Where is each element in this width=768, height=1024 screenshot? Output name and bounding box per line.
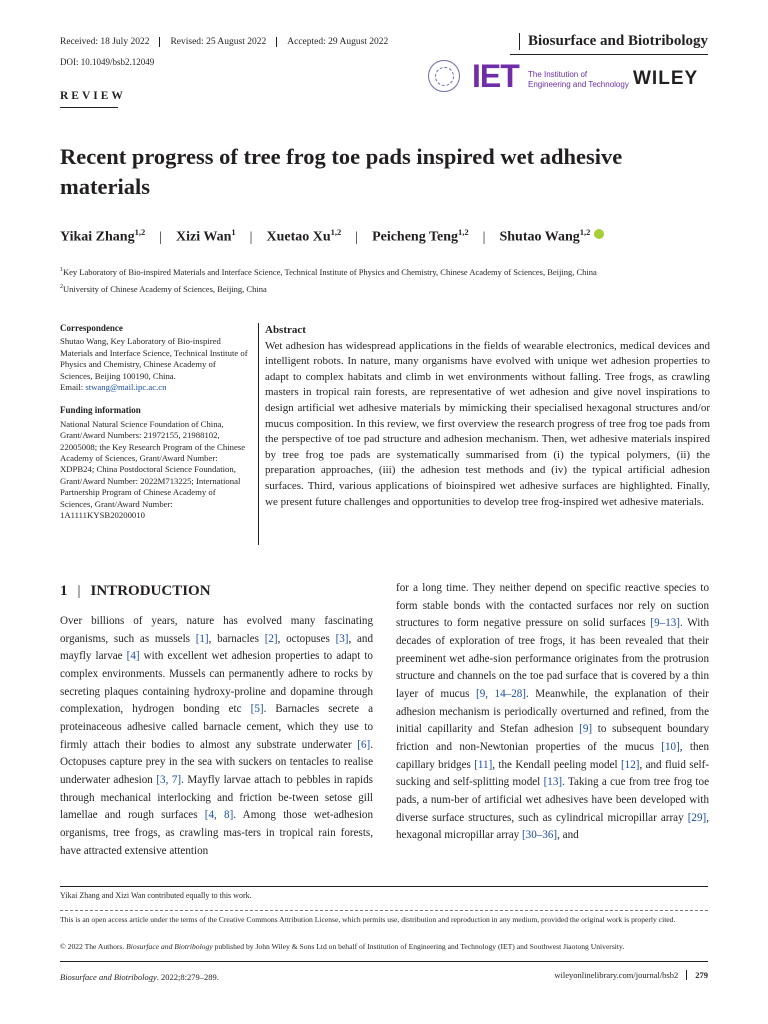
citation-link[interactable]: [9] — [579, 723, 593, 736]
footer-citation — [60, 972, 219, 982]
funding-heading: Funding information — [60, 405, 141, 416]
citation-link[interactable]: [4, 8] — [204, 809, 234, 822]
publisher-logos — [428, 60, 713, 96]
citation-link[interactable]: [10] — [661, 740, 680, 753]
body-column-right — [396, 580, 709, 845]
author-affiliation-sup: 1,2 — [330, 227, 342, 237]
correspondence-text — [60, 336, 250, 393]
copyright-note — [60, 942, 710, 951]
citation-link[interactable]: [13] — [543, 776, 563, 789]
affiliation-line — [60, 263, 597, 280]
affiliation-sup: 1 — [60, 267, 63, 273]
body-text: , and mayfly larvae — [60, 632, 373, 663]
article-dates — [60, 37, 398, 47]
body-text: Over billions of years, nature has evolved many fascinating organisms, such as mussels — [60, 615, 373, 645]
body-text: , then capillary bridges — [396, 740, 709, 771]
page-number: 279 — [686, 970, 708, 980]
body-text: , and fluid self-sucking and self-splitting model — [396, 758, 709, 789]
sidebar-divider — [258, 323, 259, 545]
body-text: . Barnacles secrete a proteinaceous adhesive called barnacle cement, which they use to firmly attach their bodies to almost any substrate underwater — [60, 703, 373, 751]
iet-text-line1: The Institution of — [528, 70, 588, 79]
abstract — [265, 323, 710, 510]
author-name[interactable]: Peicheng Teng — [372, 229, 459, 245]
author-name[interactable]: Xuetao Xu — [266, 229, 331, 245]
body-text: , the Kendall peeling model — [492, 758, 621, 771]
wiley-logo: WILEY — [633, 68, 699, 89]
funding-text: National Natural Science Foundation of China, Grant/Award Numbers: 21972155, 21988102, 22005008; the Key Research Program of the Chinese Academy of Sciences, Grant/Award Number: XDPB24; China Postdoctoral Science Foundation, Grant/Award Number: 2022M713225; International Partnership Program of Chinese Academy of Sciences, Grant/Award Number: 1A1111KYSB20200010 — [60, 418, 246, 521]
affiliation-text: Key Laboratory of Bio-inspired Materials and Interface Science, Technical Institute of Physics and Chemistry, Chinese Academy of Sciences, Beijing, China — [63, 266, 597, 277]
author-affiliation-sup: 1 — [231, 227, 236, 237]
body-text: . Among those wet-adhesion organisms, tree frogs, as crawling mas-ters in tropical rain forests, have attracted extensive attention — [60, 809, 374, 857]
iet-logo: IET — [472, 58, 519, 94]
body-text: with excellent wet adhesion properties to adapt to complex environments. Mussels can permanently adhere to rocks by secreting plaques containing hydroxy-proline and dopamine through complexation, hydrogen bonding etc — [60, 650, 373, 716]
citation-link[interactable]: [2] — [264, 632, 278, 645]
email-link[interactable]: stwang@mail.ipc.ac.cn — [85, 382, 167, 393]
body-text: . Octopuses capture prey in the sea with suckers on tentacles to realise underwater adhesion — [60, 738, 373, 786]
accepted-date: Accepted: 29 August 2022 — [276, 37, 398, 47]
affiliation-line — [60, 280, 597, 297]
section-heading — [60, 583, 211, 600]
body-paragraph-left — [60, 613, 373, 860]
footnote-dashed-rule — [60, 910, 708, 911]
body-text: , hexagonal micropillar array — [396, 811, 709, 842]
footer-url[interactable]: wileyonlinelibrary.com/journal/bsb2 — [554, 970, 679, 980]
body-paragraph-right — [396, 580, 709, 845]
copyright-prefix: © 2022 The Authors. — [60, 942, 127, 951]
citation-link[interactable]: [5] — [250, 703, 264, 716]
journal-name: Biosurface and Biotribology — [519, 33, 708, 50]
citation-link[interactable]: [30–36] — [521, 829, 558, 842]
footer-journal: Biosurface and Biotribology — [60, 972, 157, 982]
copyright-suffix: published by John Wiley & Sons Ltd on behalf of Institution of Engineering and Technology (IET) and Southwest Jiaotong University. — [212, 942, 625, 951]
author-separator: | — [482, 229, 486, 245]
body-text: to subsequent boundary friction and non-Newtonian properties of the mucus — [396, 723, 709, 753]
author-separator: | — [159, 229, 163, 245]
body-text: . Taking a cue from tree frog toe pads, a num-ber of artificial wet adhesives have been developed with diverse surface structures, such as cylindrical micropillar array — [396, 776, 709, 824]
citation-link[interactable]: [9–13] — [650, 617, 680, 630]
footnote-rule — [60, 886, 708, 887]
citation-link[interactable]: [11] — [474, 758, 493, 771]
footer-rule — [60, 961, 708, 962]
received-date: Received: 18 July 2022 — [60, 37, 150, 47]
citation-link[interactable]: [29] — [687, 811, 707, 824]
author-list — [60, 227, 604, 246]
author-name[interactable]: Xizi Wan — [176, 229, 232, 245]
body-text: . With decades of exploration of tree frogs, it has been revealed that their preeminent wet adhe-sion performance originates from the protrusion structure and channels on the toe pad surface that is covered by a thin layer of mucus — [396, 617, 709, 700]
affiliation-text: University of Chinese Academy of Sciences, Beijing, China — [63, 283, 267, 294]
author-name[interactable]: Yikai Zhang — [60, 229, 135, 245]
citation-link[interactable]: [9, 14–28] — [476, 687, 526, 700]
email-label: Email: — [60, 382, 84, 393]
section-separator: | — [77, 583, 81, 599]
article-title: Recent progress of tree frog toe pads inspired wet adhesive materials — [60, 144, 623, 199]
correspondence-heading: Correspondence — [60, 323, 123, 333]
citation-link[interactable]: [3] — [335, 632, 349, 645]
section-number: 1 — [60, 583, 68, 599]
license-note: This is an open access article under the terms of the Creative Commons Attribution License, which permits use, distribution and reproduction in any medium, provided the original work is properly cited. — [60, 915, 676, 924]
equal-contribution-note: Yikai Zhang and Xizi Wan contributed equally to this work. — [60, 891, 252, 900]
abstract-text: Wet adhesion has widespread applications in the fields of wearable electronics, medical devices and intelligent robots. In nature, many organisms have evolved with unique wet adhesion properties to adapt to complex habitats and climb in wet environments without falling. Tree frogs, as crawling masters in tropical rain forests, are representative of wet adhesion and give novel inspirations to design artificial wet adhesive materials by mimicking their specialised hexagonal structures and/or mucus composition. In this review, we first overview the research progress of tree frog toe pads from the perspective of toe pad structure and adhesion mechanism. Then, wet adhesive materials inspired by tree frog toe pads are systematically summarised from (i) the typical polymers, (ii) the preparation approaches, (iii) the adhesion test methods and (iv) the typical artificial adhesion surfaces. Third, various applications of bioinspired wet adhesive surfaces are highlighted. Finally, we present future challenges and opportunities to develop tree frog-inspired wet adhesive materials. — [265, 339, 710, 508]
university-seal-icon — [428, 60, 460, 92]
correspondence-address: Shutao Wang, Key Laboratory of Bio-inspired Materials and Interface Science, Technical Institute of Physics and Chemistry, Chinese Academy of Sciences, Beijing 100190, China. — [60, 336, 248, 381]
citation-link[interactable]: [3, 7] — [156, 773, 182, 786]
author-affiliation-sup: 1,2 — [458, 227, 469, 237]
copyright-journal: Biosurface and Biotribology — [126, 942, 213, 951]
citation-link[interactable]: [4] — [126, 650, 140, 663]
abstract-heading: Abstract — [265, 324, 306, 336]
body-column-left — [60, 613, 373, 860]
iet-logo-text — [528, 70, 629, 90]
body-text: for a long time. They neither depend on specific reactive species to form stable bonds with the contacted surfaces nor rely on suction structures to form negative pressure on solid surfaces — [396, 582, 709, 630]
author-separator: | — [355, 229, 359, 245]
header-rule — [510, 54, 708, 55]
citation-link[interactable]: [1] — [195, 632, 209, 645]
footer-citation-text: . 2022;8:279–289. — [156, 972, 219, 982]
author-separator: | — [249, 229, 253, 245]
body-text: . Meanwhile, the explanation of their adhesion mechanism is periodically overturned and refined, from the initial capillarity and Stefan adhesion — [396, 687, 709, 736]
affiliations — [60, 263, 597, 297]
section-title: INTRODUCTION — [90, 583, 211, 599]
body-text: . Mayfly larvae attach to pebbles in rapids through mechanical interlocking and friction be-tween setose gill lamellae and rough surfaces — [60, 773, 373, 822]
article-type-rule — [60, 107, 118, 108]
body-text: , and — [557, 829, 579, 842]
footer-right — [554, 970, 708, 980]
article-sidebar — [60, 323, 250, 534]
doi[interactable]: DOI: 10.1049/bsb2.12049 — [60, 57, 155, 67]
author-affiliation-sup: 1,2 — [579, 227, 591, 237]
body-text: , barnacles — [208, 632, 265, 645]
citation-link[interactable]: [6] — [357, 738, 371, 751]
article-type: REVIEW — [60, 90, 126, 102]
affiliation-sup: 2 — [60, 283, 63, 290]
citation-link[interactable]: [12] — [620, 758, 640, 771]
author-name[interactable]: Shutao Wang — [499, 229, 580, 245]
orcid-icon[interactable] — [594, 229, 604, 239]
iet-text-line2: Engineering and Technology — [528, 80, 629, 89]
author-affiliation-sup: 1,2 — [134, 227, 146, 237]
revised-date: Revised: 25 August 2022 — [159, 37, 276, 47]
body-text: , octopuses — [277, 632, 336, 645]
